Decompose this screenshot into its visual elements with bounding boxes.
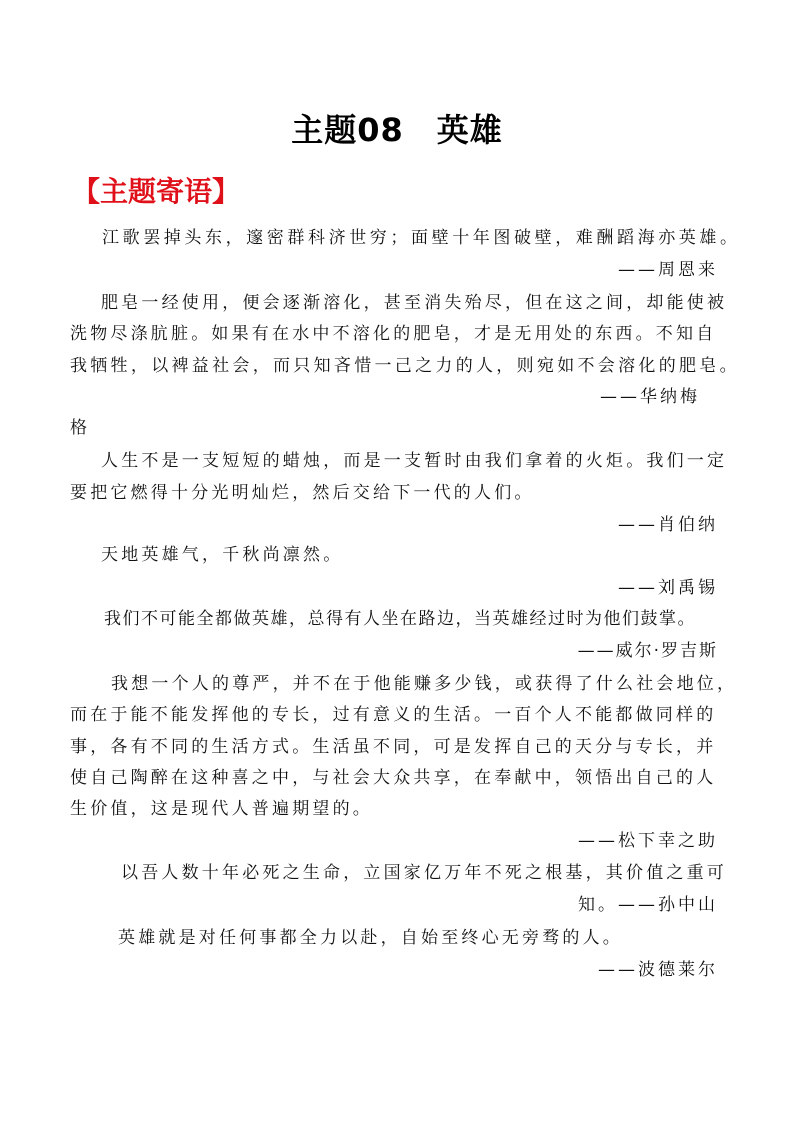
quote-2-author-wrap: 格	[70, 418, 91, 438]
quote-5-line-1: 我们不可能全都做英雄，总得有人坐在路边，当英雄经过时为他们鼓掌。	[104, 609, 696, 629]
quote-6-line-4: 使自己陶醉在这种喜之中，与社会大众共享，在奉献中，领悟出自己的人	[70, 768, 717, 788]
quote-1-author: ——周恩来	[618, 260, 718, 280]
quote-7-line-1: 以吾人数十年必死之生命，立国家亿万年不死之根基，其价值之重可	[121, 863, 727, 883]
quote-2-line-2: 洗物尽涤肮脏。如果有在水中不溶化的肥皂，才是无用处的东西。不知自	[70, 324, 717, 344]
quote-6-author: ——松下幸之助	[578, 831, 718, 851]
quote-4-line-1: 天地英雄气，千秋尚凛然。	[101, 545, 344, 565]
quote-8-line-1: 英雄就是对任何事都全力以赴，自始至终心无旁骛的人。	[118, 928, 623, 948]
quote-2-author: ——华纳梅	[600, 387, 700, 407]
quote-5-author: ——威尔·罗吉斯	[577, 641, 718, 661]
quote-6-line-3: 事，各有不同的生活方式。生活虽不同，可是发挥自己的天分与专长，并	[70, 737, 717, 757]
quote-2-line-1: 肥皂一经使用，便会逐渐溶化，甚至消失殆尽，但在这之间，却能使被	[101, 293, 728, 313]
quote-3-author: ——肖伯纳	[618, 515, 718, 535]
quote-6-line-1: 我想一个人的尊严，并不在于他能赚多少钱，或获得了什么社会地位，	[111, 674, 738, 694]
quote-6-line-5: 生价值，这是现代人普遍期望的。	[70, 799, 373, 819]
quote-7-line-2: 知。——孙中山	[578, 895, 718, 915]
section-heading: 【主题寄语】	[72, 175, 241, 208]
quote-4-author: ——刘禹锡	[618, 578, 718, 598]
page-title: 主题08 英雄	[291, 111, 503, 149]
quote-2-line-3: 我牺牲，以裨益社会，而只知吝惜一己之力的人，则宛如不会溶化的肥皂。	[70, 356, 740, 376]
quote-8-author: ——波德莱尔	[598, 960, 718, 980]
quote-3-line-2: 要把它燃得十分光明灿烂，然后交给下一代的人们。	[70, 483, 535, 503]
quote-3-line-1: 人生不是一支短短的蜡烛，而是一支暂时由我们拿着的火炬。我们一定	[101, 451, 728, 471]
quote-1-line-1: 江歌罢掉头东，邃密群科济世穷；面壁十年图破壁，难酬蹈海亦英雄。	[102, 228, 741, 248]
quote-6-line-2: 而在于能不能发挥他的专长，过有意义的生活。一百个人不能都做同样的	[70, 705, 717, 725]
